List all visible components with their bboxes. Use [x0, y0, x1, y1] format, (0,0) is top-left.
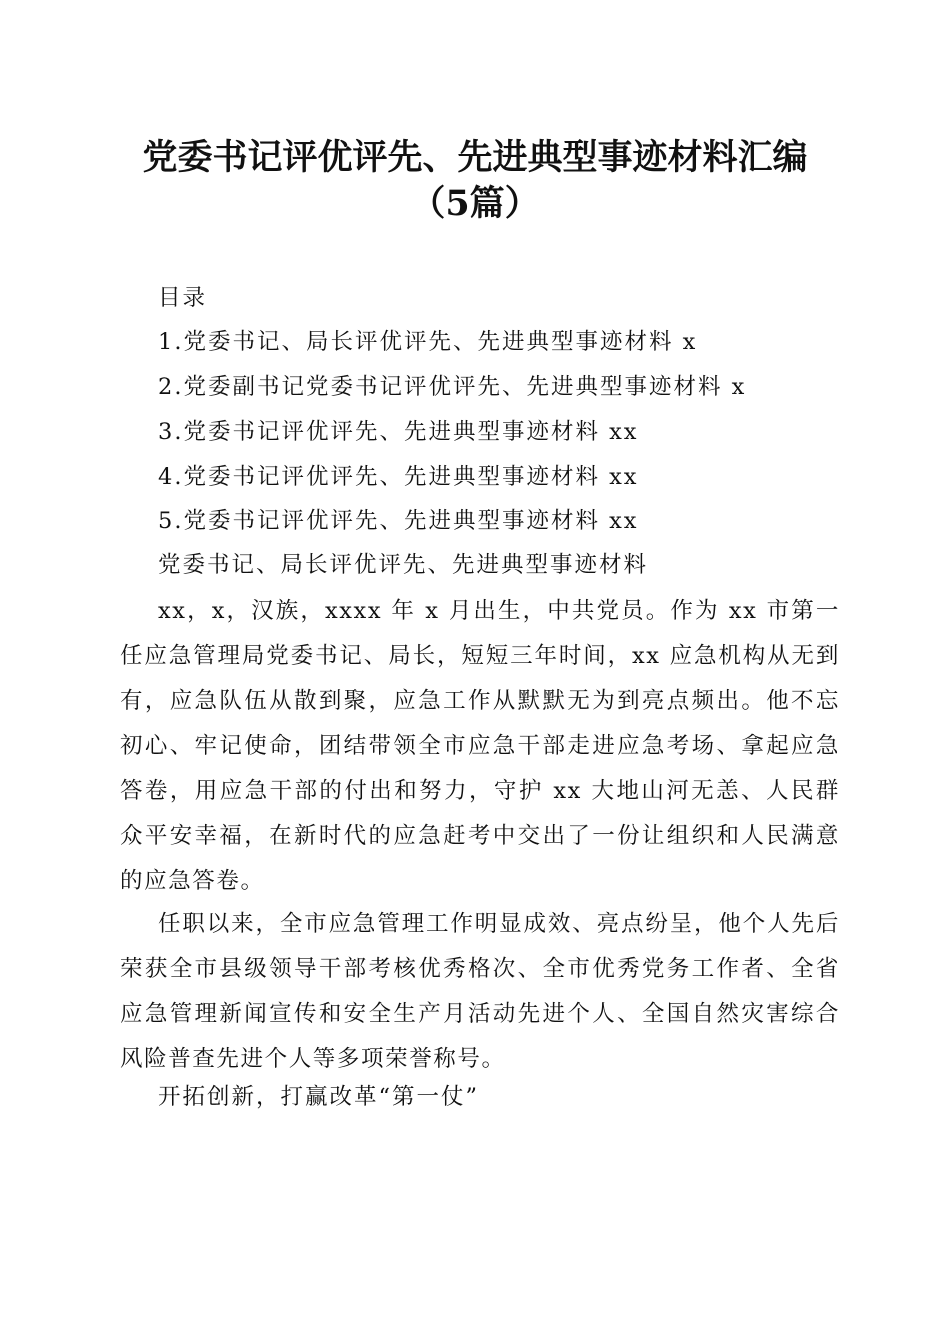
document-title-count: （5篇） [410, 183, 540, 224]
toc-item: 4.党委书记评优评先、先进典型事迹材料 xx [158, 464, 639, 490]
body-paragraph: 任职以来，全市应急管理工作明显成效、亮点纷呈，他个人先后荣获全市县级领导干部考核优秀格次、全市优秀党务工作者、全省应急管理新闻宣传和安全生产月活动先进个人、全国自然灾害综合风险普查先进个人等多项荣誉称号。 [120, 911, 840, 1072]
toc-item: 3.党委书记评优评先、先进典型事迹材料 xx [158, 419, 639, 445]
toc-heading: 目录 [158, 285, 208, 311]
body-paragraph: xx，x，汉族，xxxx 年 x 月出生，中共党员。作为 xx 市第一任应急管理局党委书记、局长，短短三年时间，xx 应急机构从无到有，应急队伍从散到聚，应急工作从默默无为到亮点频出。他不忘初心、牢记使命，团结带领全市应急干部走进应急考场、拿起应急答卷，用应急干部的付出和努力，守护 xx 大地山河无恙、人民群众平安幸福，在新时代的应急赶考中交出了一份让组织和人民满意的应急答卷。 [120, 598, 840, 894]
section-title: 党委书记、局长评优评先、先进典型事迹材料 [158, 552, 649, 578]
section-subheading: 开拓创新，打赢改革“第一仗” [158, 1084, 480, 1110]
toc-item: 1.党委书记、局长评优评先、先进典型事迹材料 x [158, 329, 698, 355]
toc-item: 5.党委书记评优评先、先进典型事迹材料 xx [158, 508, 639, 534]
document-title: 党委书记评优评先、先进典型事迹材料汇编 [142, 137, 808, 178]
toc-item: 2.党委副书记党委书记评优评先、先进典型事迹材料 x [158, 374, 747, 400]
